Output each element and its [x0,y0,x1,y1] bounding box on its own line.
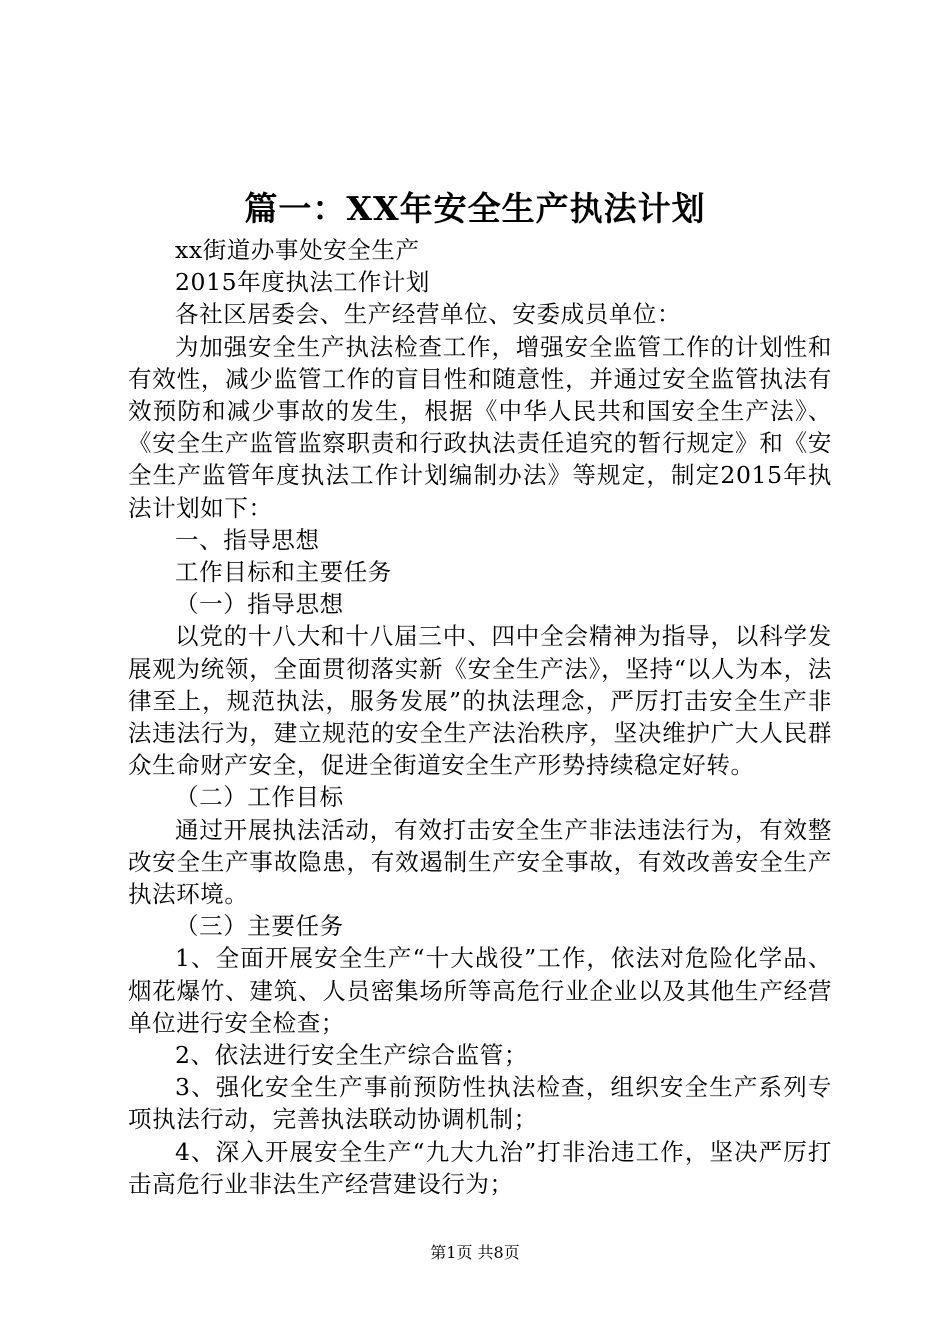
section-heading-goals-tasks: 工作目标和主要任务 [175,558,392,587]
subsection-heading-1: （一）指导思想 [175,590,344,619]
section-heading-guiding-ideology: 一、指导思想 [175,525,320,554]
subsection-heading-2: （二）工作目标 [175,783,344,812]
list-item-task-4: 4、深入开展安全生产“九大九治”打非治违工作，坚决严厉打击高危行业非法生产经营建设行为； [128,1137,832,1198]
paragraph-plan-name: 2015年度执法工作计划 [175,268,431,297]
document-body [128,234,832,1200]
list-item-task-1: 1、全面开展安全生产“十大战役”工作，依法对危险化学品、烟花爆竹、建筑、人员密集场所等高危行业企业以及其他生产经营单位进行安全检查； [128,944,832,1037]
paragraph-recipients: 各社区居委会、生产经营单位、安委成员单位： [175,300,682,329]
paragraph-intro: 为加强安全生产执法检查工作，增强安全监管工作的计划性和有效性，减少监管工作的盲目性和随意性，并通过安全监管执法有效预防和减少事故的发生，根据《中华人民共和国安全生产法》、《安全生产监管监察职责和行政执法责任追究的暂行规定》和《安全生产监管年度执法工作计划编制办法》等规定，制定2015年执法计划如下： [128,332,832,522]
list-item-task-3: 3、强化安全生产事前预防性执法检查，组织安全生产系列专项执法行动，完善执法联动协调机制； [128,1073,832,1134]
list-item-task-2: 2、依法进行安全生产综合监管； [175,1041,528,1070]
page-number-footer: 第1页 共8页 [430,1243,520,1262]
subsection-heading-3: （三）主要任务 [175,912,344,941]
paragraph-issuer: xx街道办事处安全生产 [175,236,420,264]
paragraph-work-goals: 通过开展执法活动，有效打击安全生产非法违法行为，有效整改安全生产事故隐患，有效遏制生产安全事故，有效改善安全生产执法环境。 [128,815,832,909]
paragraph-guiding-ideology: 以党的十八大和十八届三中、四中全会精神为指导，以科学发展观为统领，全面贯彻落实新《安全生产法》，坚持“以人为本，法律至上，规范执法，服务发展”的执法理念，严厉打击安全生产非法违法行为，建立规范的安全生产法治秩序，坚决维护广大人民群众生命财产安全，促进全街道安全生产形势持续稳定好转。 [128,622,832,780]
document-title: 篇一：XX年安全生产执法计划 [244,189,706,228]
